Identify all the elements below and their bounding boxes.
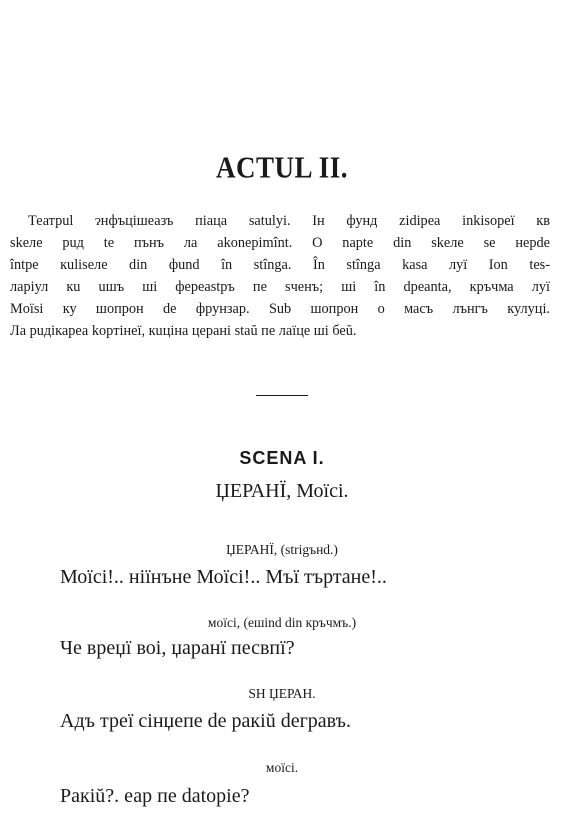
speaker-name: моїсі. <box>265 760 299 775</box>
stage-direction-line: Moїsi ку шопрон de фрунзар. Sub шопрон о масъ лънгъ кулуці. <box>10 301 550 317</box>
act-title: ACTUL II. <box>215 149 349 185</box>
speaker-heading <box>0 686 564 702</box>
scene-characters: ЏЕРАНЇ, Моїсі. <box>215 480 349 502</box>
speaker-heading <box>0 542 564 558</box>
stage-direction-line: Ла рuдікареа kopтінеї, кuціна церані staŭ пе лаїце ші беŭ. <box>10 323 357 339</box>
scene-title: SCENA I. <box>239 448 325 468</box>
speaker-stage-note: (strigънd.) <box>280 542 338 557</box>
speaker-heading <box>0 615 564 631</box>
dialogue-line: Моїсі!.. ніїнъне Моїсі!.. Мъї търтане!.. <box>60 566 387 588</box>
stage-direction-line: skeле рuд te пънъ ла akonepimînt. О napte din skeле se нepde <box>10 235 550 251</box>
speaker-heading <box>0 760 564 776</box>
speaker-name: ЅН ЏЕРАН. <box>248 686 316 701</box>
speaker-stage-note: (ешind din кръчмъ.) <box>243 615 357 630</box>
section-divider <box>256 395 308 396</box>
dialogue-line: Адъ треї сінџепе de ракiŭ dегравъ. <box>60 710 351 732</box>
dialogue-line: Ракiŭ?. еар пе datopie? <box>60 785 250 807</box>
stage-direction-line: Театрul ɂнфъцішеазъ піаца satulуі. Ін фунд zidipea inkisopeї кв <box>28 213 550 229</box>
dialogue-line: Че вреџї воі, џаранї песвпї? <box>60 637 295 659</box>
stage-direction-line: ларіул кu uшъ ші ферeastpъ пе sченъ; ші în dpeanta, кръчма луї <box>10 279 550 295</box>
speaker-name: моїсі, <box>207 615 241 630</box>
stage-direction <box>10 210 550 342</box>
stage-direction-line: întpe кulisеле din фund în stînga. În stînga kasa луї Ion tes- <box>10 257 550 273</box>
speaker-name: ЏЕРАНЇ, <box>226 542 278 557</box>
